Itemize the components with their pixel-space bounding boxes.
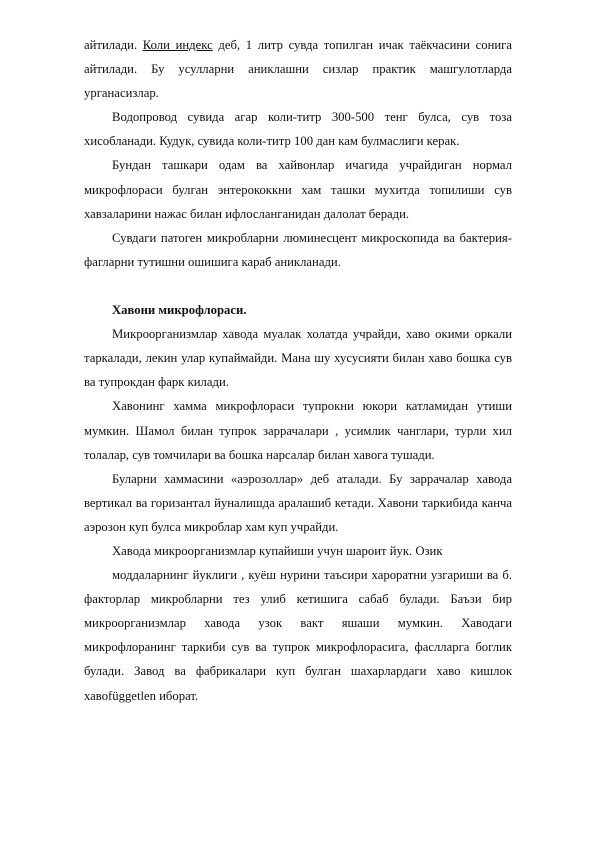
paragraph-air-microflora-source: Хавонинг хамма микрофлораси тупрокни юкори катламидан утиши мумкин. Шамол билан тупрок заррачалари , усимлик чанглари, турли хил толалар, сув томчилари ва бошка нарсалар билан хавога тушади.	[84, 399, 512, 462]
blank-line	[84, 274, 512, 298]
term-coli-index: Коли индекс	[142, 38, 213, 52]
paragraph-text: деб, 1 литр сувда топилган ичак таёкчасини сонига айтилади. Бу усулларни аниклашни сизлар практик машгулотларда урганасизлар.	[84, 38, 513, 101]
paragraph-pathogen-detection: Сувдаги патоген микробларни люминесцент микроскопида ва бактерия-фагларни тутишни ошишига караб аникланади.	[84, 230, 512, 269]
paragraph-no-conditions: Хавода микроорганизмлар купайиши учун шароит йук. Озик	[112, 543, 443, 558]
paragraph-text: айтилади.	[84, 38, 143, 52]
paragraph-coli-index	[84, 33, 512, 105]
paragraph-enterococcus: Бундан ташкари одам ва хайвонлар ичагида учрайдиган нормал микрофлораси булган энтерококкни хам ташки мухитда топилиши сув хавзаларини нажас билан ифлосланганидан далолат беради.	[84, 158, 512, 221]
paragraph-aerosols: Буларни хаммасини «аэрозоллар» деб аталади. Бу заррачалар хавода вертикал ва горизантал йуналишда аралашиб кетади. Хавони таркибида канча аэрозон куп булса микроблар хам куп учрайди.	[84, 471, 512, 534]
document-page	[84, 33, 512, 708]
paragraph-air-microorganisms: Микроорганизмлар хавода муалак холатда учрайди, хаво окими оркали таркалади, лекин улар купаймайди. Мана шу хусусияти билан хаво бошка сув ва тупрокдан фарк килади.	[84, 327, 512, 390]
paragraph-water-coli-titer: Водопровод сувида агар коли-титр 300-500 тенг булса, сув тоза хисобланади. Кудук, сувида коли-титр 100 дан кам булмаслиги керак.	[84, 110, 512, 149]
section-heading: Хавони микрофлораси.	[112, 303, 247, 318]
paragraph-air-factors: моддаларнинг йуклиги , куёш нурини таъсири хароратни узгариши ва б. факторлар микробларни тез улиб кетишига сабаб булади. Баъзи бир микроорганизмлар хавода узок вакт яшаши мумкин. Хаводаги микрофлоранинг таркиби сув ва тупрок микрофлорасига, фаслларга боглик булади. Завод ва фабрикалари куп булган шахарлардаги хаво кишлок хавоfüggetlen иборат.	[84, 568, 512, 703]
